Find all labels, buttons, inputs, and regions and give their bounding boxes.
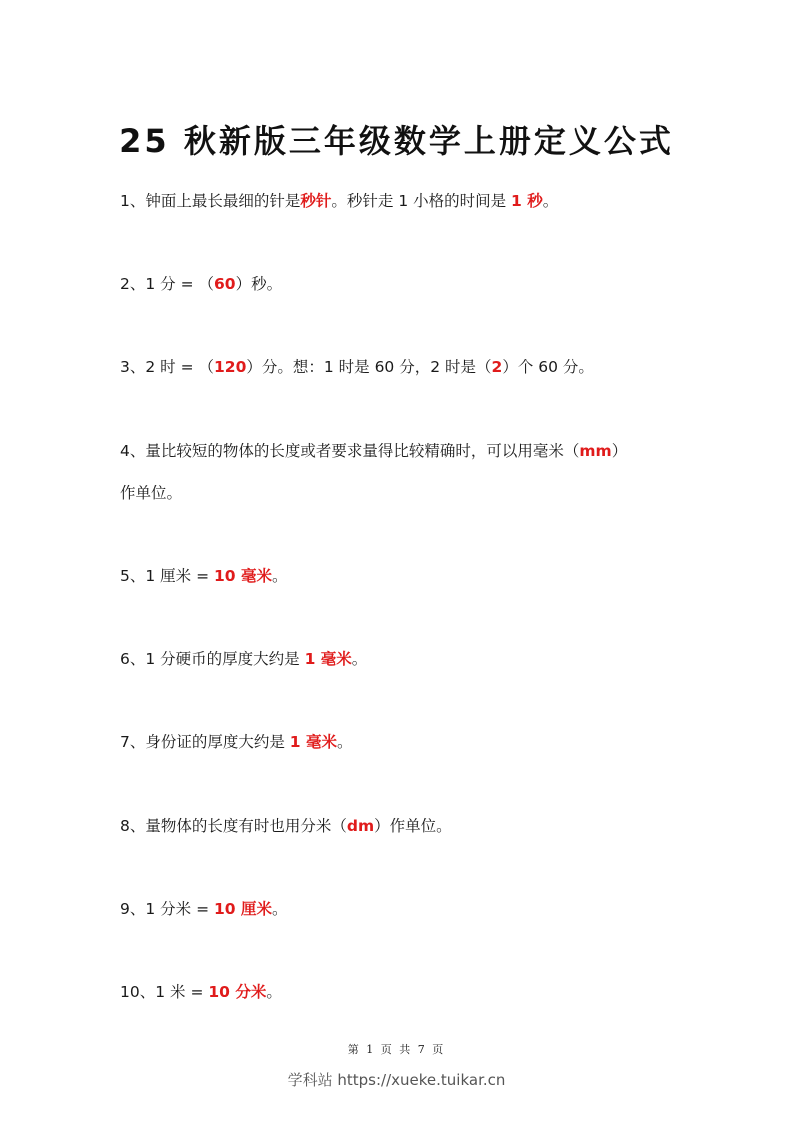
line-text: 8、量物体的长度有时也用分米（ [120,817,347,835]
line-text: 。 [351,650,368,668]
definition-line [120,566,287,586]
definition-line [120,441,627,461]
line-text: ）分。想：1 时是 60 分，2 时是（ [246,358,492,376]
line-text: 作单位。 [120,484,183,502]
line-text: 9、1 分米 = [120,900,214,918]
line-text: ）个 60 分。 [502,358,594,376]
highlighted-answer: mm [579,442,612,460]
definition-line [120,899,287,919]
line-text: 。 [266,983,282,1001]
line-text: ） [611,442,628,460]
line-text: ）作单位。 [374,817,452,835]
line-text: 5、1 厘米 = [120,567,214,585]
highlighted-answer: 1 毫米 [304,650,352,668]
line-text: 。 [271,567,288,585]
line-text: 。 [542,192,559,210]
definition-line [120,816,452,836]
line-text: 3、2 时 = （ [120,358,214,376]
site-watermark: 学科站 https://xueke.tuikar.cn [287,1071,506,1089]
highlighted-answer: 2 [491,358,503,376]
line-text: 10、1 米 = [120,983,209,1001]
page-indicator: 第 1 页 共 7 页 [347,1043,446,1056]
line-text: 。 [271,900,288,918]
definition-line [120,649,367,669]
definition-line [120,982,282,1002]
highlighted-answer: 10 分米 [208,983,267,1001]
definition-line [120,191,558,211]
line-text: 7、身份证的厚度大约是 [120,733,290,751]
line-text: 4、量比较短的物体的长度或者要求量得比较精确时，可以用毫米（ [120,442,580,460]
highlighted-answer: 1 秒 [511,192,543,210]
definition-line [120,357,594,377]
line-text: 6、1 分硬币的厚度大约是 [120,650,305,668]
line-text: 。秒针走 1 小格的时间是 [331,192,512,210]
definition-line [120,274,282,294]
document-title: 25 秋新版三年级数学上册定义公式 [119,122,674,160]
highlighted-answer: 10 厘米 [214,900,272,918]
line-text: ）秒。 [235,275,283,293]
line-text: 。 [336,733,353,751]
highlighted-answer: 秒针 [300,192,332,210]
highlighted-answer: 10 毫米 [214,567,272,585]
highlighted-answer: 60 [214,275,236,293]
highlighted-answer: 120 [214,358,247,376]
definition-line [120,483,182,503]
line-text: 1、钟面上最长最细的针是 [120,192,301,210]
highlighted-answer: dm [346,817,375,835]
highlighted-answer: 1 毫米 [289,733,337,751]
line-text: 2、1 分 = （ [120,275,214,293]
definition-line [120,732,353,752]
